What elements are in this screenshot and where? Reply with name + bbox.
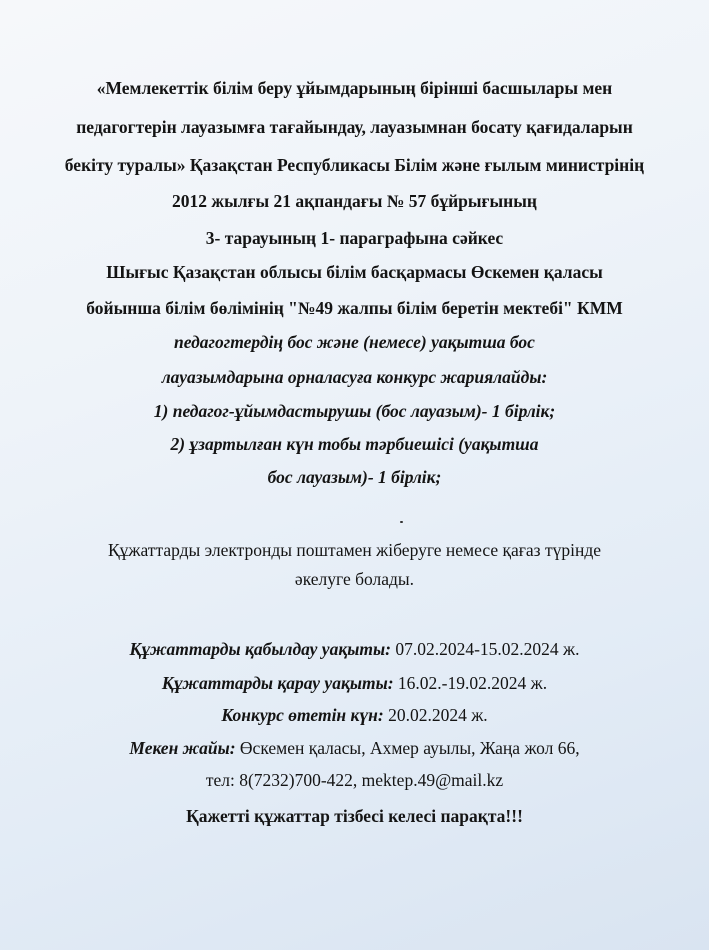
acceptance-label: Құжаттарды қабылдау уақыты:	[129, 639, 391, 659]
announcement-line-1: педагогтердің бос және (немесе) уақытша бос	[174, 332, 535, 352]
address-label: Мекен жайы:	[129, 738, 236, 758]
header-line-7: бойынша білім бөлімінің "№49 жалпы білім беретін мектебі" КММ	[86, 298, 623, 318]
header-line-1: «Мемлекеттік білім беру ұйымдарының бірінші басшылары мен	[96, 78, 613, 98]
vacancy-item-1: 1) педагог-ұйымдастырушы (бос лауазым)- 1 бірлік;	[153, 401, 556, 421]
documents-line-2: әкелуге болады.	[294, 569, 415, 589]
header-line-3: бекіту туралы» Қазақстан Республикасы Білім және ғылым министрінің	[64, 155, 645, 175]
vacancy-item-2-line-2: бос лауазым)- 1 бірлік;	[267, 467, 442, 487]
header-line-6: Шығыс Қазақстан облысы білім басқармасы Өскемен қаласы	[106, 262, 603, 282]
contact-phone-email: тел: 8(7232)700-422, mektep.49@mail.kz	[205, 770, 504, 790]
address-value: Өскемен қаласы, Ахмер ауылы, Жаңа жол 66,	[235, 738, 580, 758]
contest-label: Конкурс өтетін күн:	[221, 705, 384, 725]
documents-line-1: Құжаттарды электронды поштамен жіберуге немесе қағаз түрінде	[107, 540, 602, 560]
contest-date	[0, 703, 709, 727]
review-label: Құжаттарды қарау уақыты:	[161, 673, 394, 693]
footer-note: Қажетті құжаттар тізбесі келесі парақта!!!	[186, 806, 523, 826]
header-line-5: 3- тарауының 1- параграфына сәйкес	[205, 228, 504, 248]
review-period	[0, 671, 709, 695]
acceptance-value: 07.02.2024-15.02.2024 ж.	[390, 639, 580, 659]
contest-value: 20.02.2024 ж.	[383, 705, 488, 725]
stray-mark	[400, 521, 403, 523]
review-value: 16.02.-19.02.2024 ж.	[393, 673, 548, 693]
acceptance-period	[0, 637, 709, 661]
header-line-4: 2012 жылғы 21 ақпандағы № 57 бұйрығының	[172, 191, 537, 211]
address	[0, 736, 709, 760]
vacancy-item-2-line-1: 2) ұзартылған күн тобы тәрбиешісі (уақытша	[170, 434, 539, 454]
announcement-line-2: лауазымдарына орналасуға конкурс жариялайды:	[161, 367, 548, 387]
header-line-2: педагогтерін лауазымға тағайындау, лауазымнан босату қағидаларын	[76, 117, 633, 137]
